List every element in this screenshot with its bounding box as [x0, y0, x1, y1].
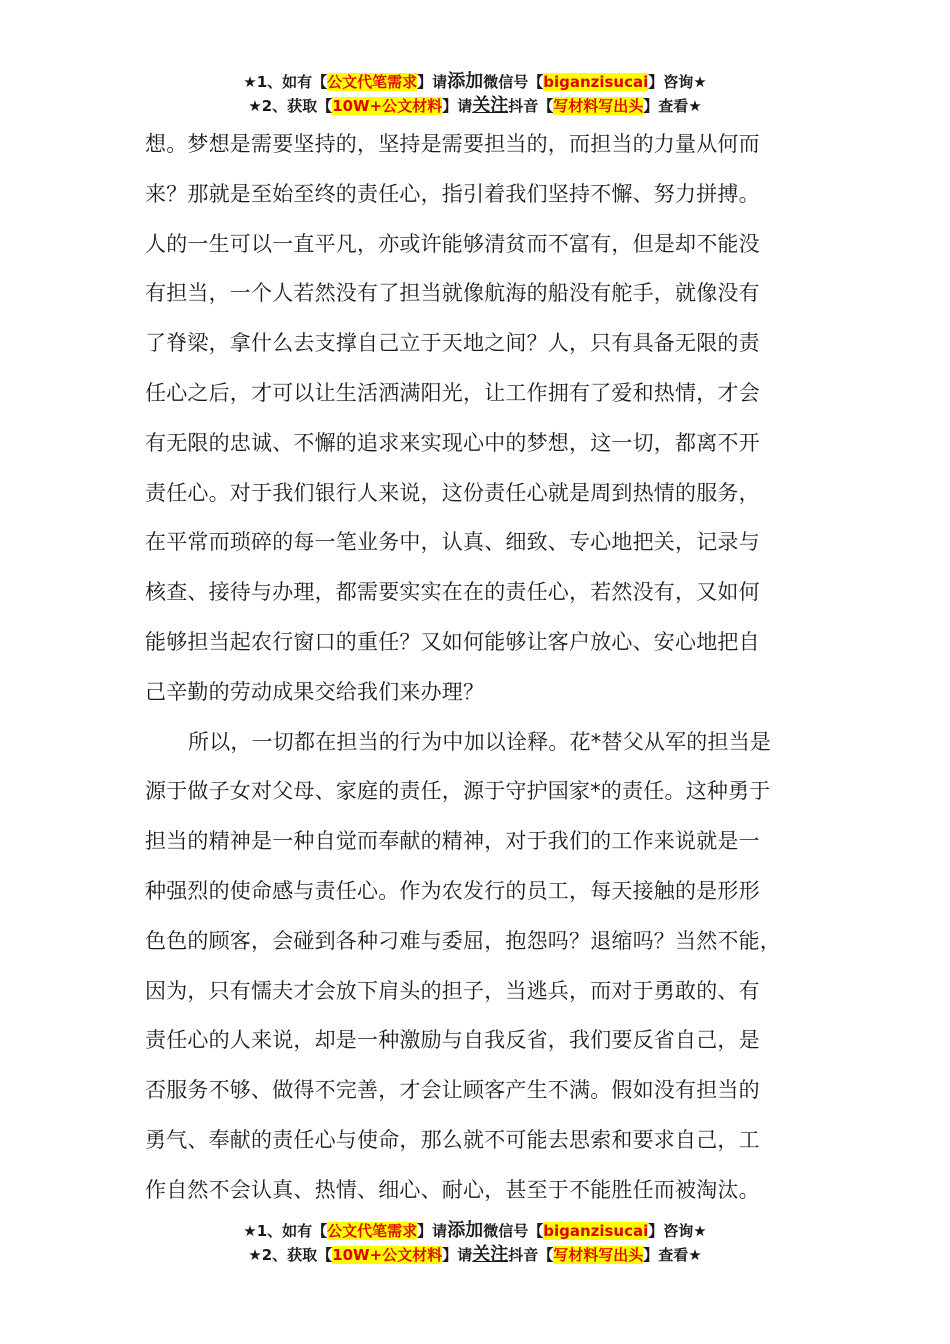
- banner-text: 】查看★: [643, 1246, 702, 1264]
- banner-line-1: [0, 1219, 950, 1243]
- banner-text: ★1、如有【: [243, 1222, 328, 1240]
- body-line: 有担当，一个人若然没有了担当就像航海的船没有舵手，就像没有: [145, 281, 760, 306]
- banner-highlight: 公文代笔需求: [327, 73, 418, 91]
- body-line: 源于做子女对父母、家庭的责任，源于守护国家*的责任。这种勇于: [145, 779, 771, 804]
- paragraph-start-line: 所以，一切都在担当的行为中加以诠释。花*替父从军的担当是: [188, 729, 772, 754]
- body-line: 勇气、奉献的责任心与使命，那么就不可能去思索和要求自己，工: [145, 1127, 760, 1152]
- banner-emphasis: 添加: [447, 1220, 484, 1241]
- banner-text: 】请: [417, 1222, 448, 1240]
- banner-text: 微信号【: [483, 1222, 544, 1240]
- body-line: 想。梦想是需要坚持的，坚持是需要担当的，而担当的力量从何而: [145, 132, 760, 156]
- banner-text: 】咨询★: [648, 1222, 707, 1240]
- banner-douyin-id: 写材料写出头: [553, 97, 644, 115]
- body-line: 责任心的人来说，却是一种激励与自我反省，我们要反省自己，是: [145, 1028, 760, 1053]
- banner-text: 】咨询★: [648, 73, 707, 91]
- banner-text: ★2、获取【: [248, 1246, 333, 1264]
- body-line: 了脊梁，拿什么去支撑自己立于天地之间？人，只有具备无限的责: [145, 331, 760, 356]
- header-banner: [0, 70, 950, 118]
- body-line: 己辛勤的劳动成果交给我们来办理？: [145, 679, 485, 704]
- body-line: 人的一生可以一直平凡，亦或许能够清贫而不富有，但是却不能没: [145, 231, 760, 256]
- banner-emphasis: 添加: [447, 71, 484, 92]
- body-line: 色色的顾客，会碰到各种刁难与委屈，抱怨吗？退缩吗？当然不能，: [145, 928, 781, 953]
- banner-wechat-id: biganzisucai: [543, 1222, 649, 1240]
- body-line: 种强烈的使命感与责任心。作为农发行的员工，每天接触的是形形: [145, 878, 760, 903]
- banner-highlight: 10W+公文材料: [332, 97, 443, 115]
- banner-text: 微信号【: [483, 73, 544, 91]
- body-line: 核查、接待与办理，都需要实实在在的责任心，若然没有，又如何: [145, 580, 760, 605]
- banner-text: 抖音【: [508, 1246, 554, 1264]
- banner-line-2: [0, 1243, 950, 1267]
- banner-line-2: [0, 94, 950, 118]
- body-line: 因为，只有懦夫才会放下肩头的担子，当逃兵，而对于勇敢的、有: [145, 978, 760, 1003]
- document-body: [145, 120, 815, 1216]
- body-line: 能够担当起农行窗口的重任？又如何能够让客户放心、安心地把自: [145, 629, 760, 654]
- footer-banner: [0, 1219, 950, 1267]
- body-line: 否服务不够、做得不完善，才会让顾客产生不满。假如没有担当的: [145, 1078, 760, 1103]
- banner-douyin-id: 写材料写出头: [553, 1246, 644, 1264]
- banner-text: 抖音【: [508, 97, 554, 115]
- body-line: 在平常而琐碎的每一笔业务中，认真、细致、专心地把关，记录与: [145, 530, 760, 555]
- banner-emphasis: 关注: [472, 1244, 509, 1265]
- banner-text: ★2、获取【: [248, 97, 333, 115]
- banner-text: 】请: [442, 1246, 473, 1264]
- body-line: 责任心。对于我们银行人来说，这份责任心就是周到热情的服务，: [145, 480, 760, 505]
- banner-emphasis: 关注: [472, 95, 509, 116]
- banner-text: 】查看★: [643, 97, 702, 115]
- banner-highlight: 10W+公文材料: [332, 1246, 443, 1264]
- banner-line-1: [0, 70, 950, 94]
- banner-text: ★1、如有【: [243, 73, 328, 91]
- body-line: 任心之后，才可以让生活洒满阳光，让工作拥有了爱和热情，才会: [145, 380, 760, 405]
- body-line: 担当的精神是一种自觉而奉献的精神，对于我们的工作来说就是一: [145, 829, 760, 854]
- body-line: 来？那就是至始至终的责任心，指引着我们坚持不懈、努力拼搏。: [145, 181, 760, 206]
- banner-wechat-id: biganzisucai: [543, 73, 649, 91]
- banner-highlight: 公文代笔需求: [327, 1222, 418, 1240]
- banner-text: 】请: [417, 73, 448, 91]
- banner-text: 】请: [442, 97, 473, 115]
- body-line: 有无限的忠诚、不懈的追求来实现心中的梦想，这一切，都离不开: [145, 430, 760, 455]
- body-line: 作自然不会认真、热情、细心、耐心，甚至于不能胜任而被淘汰。: [145, 1177, 760, 1202]
